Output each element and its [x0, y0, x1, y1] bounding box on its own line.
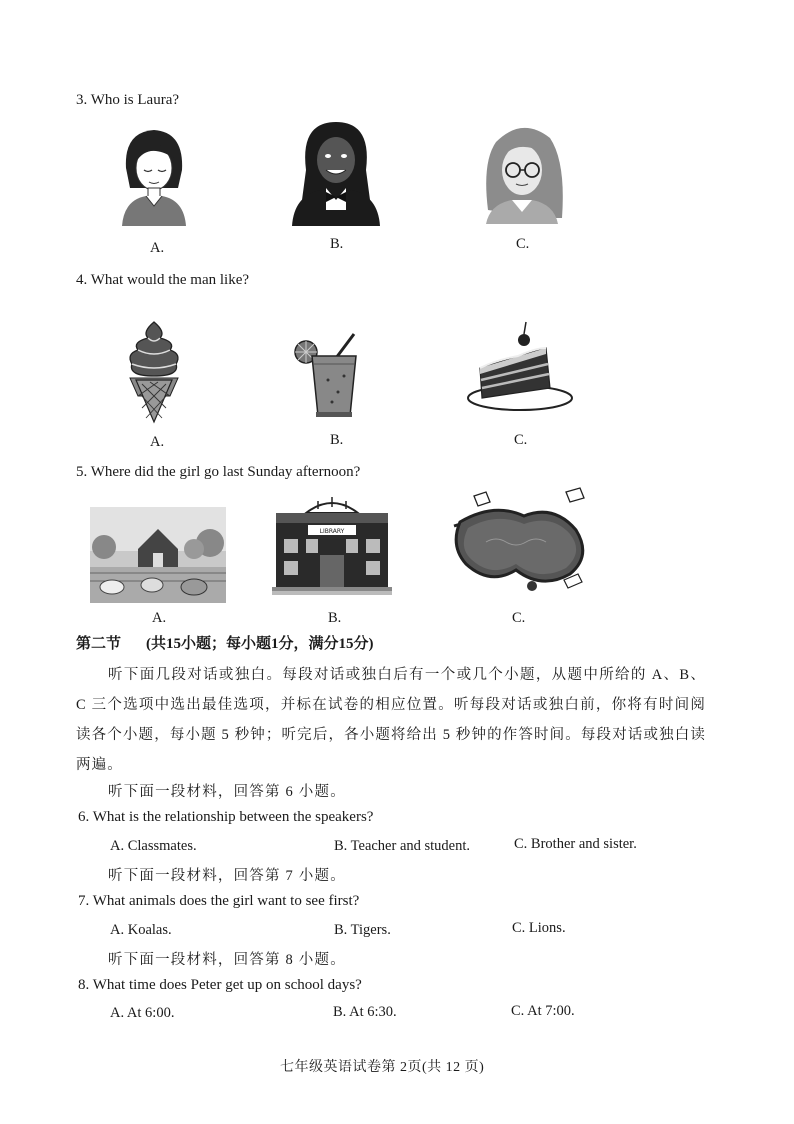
q3-option-c: C. [516, 236, 530, 252]
question-3: 3. Who is Laura? [76, 92, 180, 108]
woman-bowtie-icon [290, 120, 382, 226]
section-2-title: 第二节 [76, 636, 122, 652]
question-4: 4. What would the man like? [76, 272, 250, 288]
library-sign: LIBRARY [319, 528, 345, 535]
library-building-icon [272, 495, 392, 599]
q7-option-c: C. Lions. [512, 920, 566, 936]
farm-icon [90, 507, 226, 603]
juice-glass-icon [292, 330, 362, 420]
question-5: 5. Where did the girl go last Sunday afternoon? [76, 464, 361, 480]
q8-option-b: B. At 6:30. [333, 1004, 397, 1020]
q6-option-b: B. Teacher and student. [334, 838, 471, 854]
question-7: 7. What animals does the girl want to see first? [78, 893, 360, 909]
q4-option-c: C. [514, 432, 528, 448]
q8-option-c: C. At 7:00. [511, 1003, 575, 1019]
cake-slice-icon [466, 318, 574, 418]
q4-option-b: B. [330, 432, 344, 448]
q7-prompt: 听下面一段材料，回答第 7 小题。 [108, 868, 346, 884]
girl-short-hair-icon [118, 126, 190, 226]
ice-cream-icon [124, 320, 184, 424]
question-6: 6. What is the relationship between the speakers? [78, 809, 374, 825]
section-2-scoring: (共15小题；每小题1分，满分15分) [146, 636, 374, 652]
q5-option-b: B. [328, 610, 342, 626]
q8-prompt: 听下面一段材料，回答第 8 小题。 [108, 952, 346, 968]
question-8: 8. What time does Peter get up on school days? [78, 977, 362, 993]
woman-glasses-icon [482, 122, 566, 224]
q4-option-a: A. [150, 434, 165, 450]
q7-option-b: B. Tigers. [334, 922, 391, 938]
q7-option-a: A. Koalas. [110, 922, 172, 938]
section-2-instructions: 听下面几段对话或独白。每段对话或独白后有一个或几个小题，从题中所给的 A、B、C 三个选项中选出最佳选项，并标在试卷的相应位置。听每段对话或独白前，你将有时间阅读各个小题，每小题 5 秒钟；听完后，各小题将给出 5 秒钟的作答时间。每段对话或独白读两遍。 [76, 667, 706, 773]
q5-option-a: A. [152, 610, 167, 626]
q6-option-c: C. Brother and sister. [514, 836, 637, 852]
q3-option-b: B. [330, 236, 344, 252]
q6-prompt: 听下面一段材料，回答第 6 小题。 [108, 784, 346, 800]
q6-option-a: A. Classmates. [110, 838, 197, 854]
q8-option-a: A. At 6:00. [110, 1005, 175, 1021]
swimming-pool-icon [446, 486, 590, 594]
q5-option-c: C. [512, 610, 526, 626]
q3-option-a: A. [150, 240, 165, 256]
page-footer: 七年级英语试卷第 2页(共 12 页) [280, 1060, 485, 1075]
